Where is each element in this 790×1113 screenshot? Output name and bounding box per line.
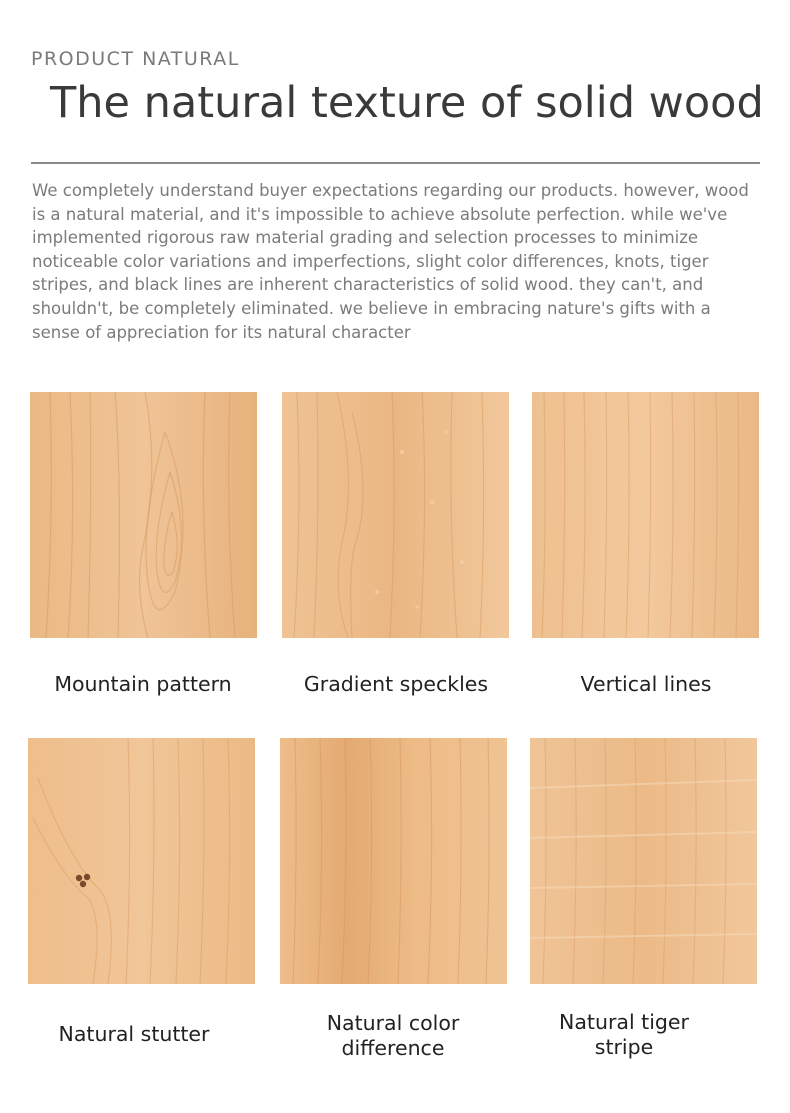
wood-sample-gradient-speckles <box>282 392 509 638</box>
page-title: The natural texture of solid wood <box>50 78 764 128</box>
wood-sample-natural-tiger-stripe <box>530 738 757 984</box>
caption-vertical-lines: Vertical lines <box>580 672 712 696</box>
wood-sample-vertical-lines <box>532 392 759 638</box>
wood-sample-natural-color-difference <box>280 738 507 984</box>
caption-natural-stutter: Natural stutter <box>58 1022 210 1046</box>
eyebrow-label: PRODUCT NATURAL <box>31 48 240 70</box>
caption-natural-tiger-stripe: Natural tiger stripe <box>559 1010 689 1059</box>
wood-sample-natural-stutter <box>28 738 255 984</box>
divider <box>31 162 760 164</box>
caption-gradient-speckles: Gradient speckles <box>303 672 489 696</box>
description-text: We completely understand buyer expectations regarding our products. however, wood is a natural material, and it's impossible to achieve absolute perfection. while we've implemented rigorous raw material grading and selection processes to minimize noticeable color variations and imperfections, slight color differences, knots, tiger stripes, and black lines are inherent characteristics of solid wood. they can't, and shouldn't, be completely eliminated. we believe in embracing nature's gifts with a sense of appreciation for its natural character <box>32 181 749 342</box>
caption-mountain-pattern: Mountain pattern <box>54 672 232 696</box>
caption-natural-color-difference: Natural color difference <box>326 1011 460 1060</box>
wood-sample-mountain-pattern <box>30 392 257 638</box>
